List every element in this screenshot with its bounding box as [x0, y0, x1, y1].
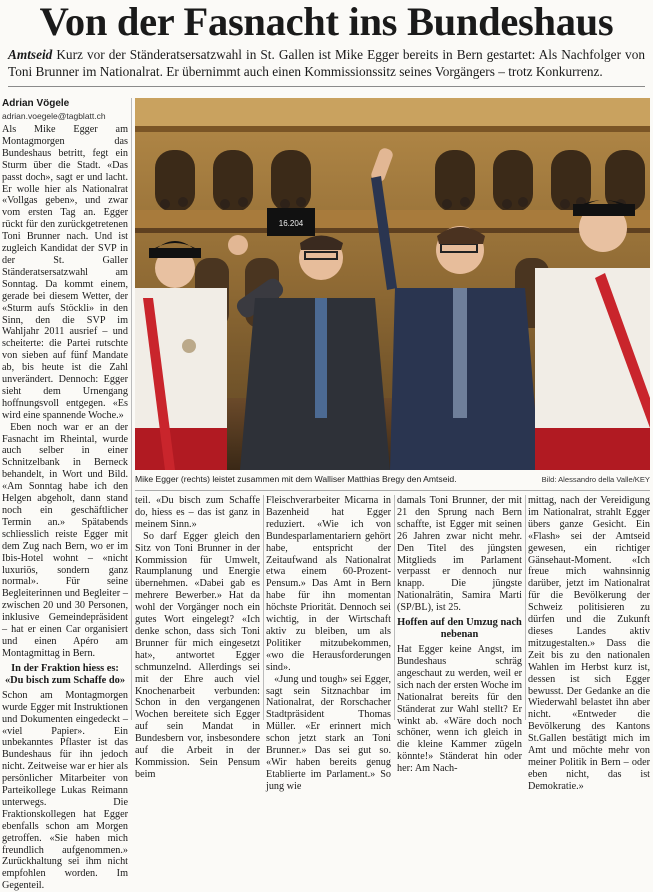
photo-credit: Bild: Alessandro della Valle/KEY — [541, 475, 650, 484]
byline — [2, 98, 128, 122]
column-divider — [131, 98, 132, 720]
column-4-paragraph-1: damals Toni Brunner, der mit 21 den Sprung nach Bern schaffte, ist Egger mit seinen 26 Jahren zwar nicht mehr. Den Titel des jüngsten Mitglieds im Parlament verpasst er dennoch nur knapp. Die jüngste Nationalrätin, Samira Marti (SP/BL), ist 25. — [397, 495, 522, 614]
column-divider — [525, 495, 526, 720]
article-photo — [135, 98, 650, 470]
article-column-3 — [266, 495, 391, 792]
author-email: adrian.voegele@tagblatt.ch — [2, 111, 106, 121]
column-3-paragraph-2: «Jung und tough» sei Egger, sagt sein Sitznachbar im Nationalrat, der Rorschacher Stadtpräsident Thomas Müller. «Er erinnert mich schon jetzt stark an Toni Brunner.» Das sei gut so. «Wir haben bereits genug Etablierte im Parlament.» So jung wie — [266, 673, 391, 792]
lead-text: Kurz vor der Ständeratsersatzwahl in St. Gallen ist Mike Egger bereits in Bern gestartet: Als Nachfolger von Toni Brunner im Nationalrat. Er übernimmt auch einen Kommissionssitz seines Vorgängers – trotz Konkurrenz. — [8, 47, 645, 79]
parliament-photo — [135, 98, 650, 470]
column-3-paragraph-1: Fleischverarbeiter Micarna in Bazenheid hat Egger reduziert. «Wie ich von Bundesparlamentariern gehört habe, entspricht der Zeitaufwand als Nationalrat etwa einem 60-Prozent-Pensum.» Das Amt in Bern habe für ihn momentan höchste Priorität. Dennoch sei wichtig, in der Wirtschaft aktiv zu bleiben, um als Politiker mitzubekommen, «wo die Herausforderungen sind». — [266, 495, 391, 673]
caption-text: Mike Egger (rechts) leistet zusammen mit dem Walliser Matthias Bregy den Amtseid. — [135, 474, 457, 484]
column-2-paragraph-1: teil. «Du bisch zum Schaffe do, hiess es – das ist ganz in meinem Sinn.» — [135, 495, 260, 530]
lead-paragraph — [8, 46, 645, 80]
article-column-2 — [135, 495, 260, 780]
caption-divider — [135, 490, 650, 491]
author-name: Adrian Vögele — [2, 98, 70, 109]
subheading-fraktion: In der Fraktion hiess es: «Du bisch zum Schaffe do» — [4, 662, 126, 686]
column-1-paragraph-2: Eben noch war er an der Fasnacht im Rheintal, wurde auch selber in einer Schnitzelbank in Berneck behandelt, in Wort und Bild. «Am Sonntag habe ich den Helgen abgeholt, dann stand noch ein geschäftlicher Termin an.» Spätabends schliesslich reiste Egger mit dem Zug nach Bern, wo er im Ibis-Hotel wohnt – «nicht luxuriös, sondern ganz normal». Für seine Begleiterinnen und Begleiter – zwischen 20 und 30 Personen, inklusive Gemeindepräsident – hat er einen Car organisiert und einen Apéro am Montagmittag in Bern. — [2, 421, 128, 659]
subheading-umzug: Hoffen auf den Umzug nach nebenan — [397, 617, 522, 641]
column-5-paragraph-1: mittag, nach der Vereidigung im Nationalrat, strahlt Egger übers ganze Gesicht. Ein «Flash» sei der Amtseid gewesen, ein richtiger Gänsehaut-Moment. «Ich freue mich wahnsinnig darüber, jetzt im Nationalrat für die Bevölkerung der Schweiz politisieren zu dürfen und die Zukunft dieses Landes aktiv mitzugestalten.» Dass die Zeit bis zu den nationalen Wahlen im Herbst kurz ist, dessen ist sich Egger bewusst. Der Gedanke an die Wiederwahl belastet ihn aber nicht. «Entweder die Bevölkerung des Kantons St.Gallen bestätigt mich im Amt und möchte mehr von meiner Politik in Bern – oder eben nicht, das ist Demokratie.» — [528, 495, 650, 792]
column-2-paragraph-2: So darf Egger gleich den Sitz von Toni Brunner in der Kommission für Umwelt, Raumplanung und Energie übernehmen. «Dabei gab es mehrere Bewerber.» Hat da wohl der Vorgänger noch ein gutes Wort eingelegt? «Ich denke schon, dass sich Toni Brunner für mich eingesetzt hat», antwortet Egger schmunzelnd. Allerdings sei mit der Ehre auch viel Knochenarbeit verbunden: Schon in den vergangenen Wochen bereitete sich Egger auf sein Mandat in Bundesbern vor, insbesondere auf die Arbeit in der Kommission. Sein Pensum beim — [135, 530, 260, 780]
photo-caption — [135, 474, 650, 485]
article-column-5 — [528, 495, 650, 792]
column-4-paragraph-2: Hat Egger keine Angst, im Bundeshaus schräg angeschaut zu werden, weil er sich nach der ersten Woche im Nationalrat bereits für den Ständerat zur Wahl stellt? Er winkt ab. «Wäre doch noch schöner, wenn ich gleich in die kleine Kammer zügeln könnte!» Ständerat hin oder her: Am Nach- — [397, 644, 522, 775]
screen-text: 16.204 — [278, 219, 304, 228]
column-divider — [394, 495, 395, 720]
headline: Von der Fasnacht ins Bundeshaus — [39, 0, 614, 44]
column-1-paragraph-1: Als Mike Egger am Montagmorgen das Bundeshaus betritt, fegt ein Sturm über die Stadt. «Das passt doch», sagt er und lacht. Er wolle hier als Nationalrat «Vollgas geben», und zwar vom ersten Tag an. Egger rückt für den zurückgetretenen Toni Brunner nach. Und ist zugleich Kandidat der SVP in der St. Galler Ständeratsersatzwahl am Sonntag. Da kommt einem, gerade bei diesem Wetter, der «Sturm aufs Stöckli» in den Sinn, den die SVP im Wahljahr 2011 ausrief – und scheiterte: die Partei rutschte von sieben auf fünf Mandate ab, bis heute ist die Zahl unverändert. Dennoch: Egger sieht dem Urnengang hoffnungsvoll entgegen. «Es wird eine spannende Woche.» — [2, 124, 128, 421]
article-column-1 — [2, 124, 128, 892]
article-column-4 — [397, 495, 522, 775]
top-divider — [8, 86, 645, 87]
lead-kicker: Amtseid — [8, 47, 53, 62]
column-divider — [263, 495, 264, 720]
column-1-paragraph-3: Schon am Montagmorgen wurde Egger mit Instruktionen und Dokumenten eingedeckt – «viel Papier». Ein unbekanntes Pflaster ist das Bundeshaus für ihn jedoch nicht. Zeitweise war er hier als persönlicher Mitarbeiter von Parteikollege Lukas Reimann unterwegs. Die Fraktionskollegen hat Egger ebenfalls schon am Morgen getroffen. «Sie haben mich freundlich aufgenommen.» Zurückhaltung sei ihm nicht empfohlen worden. Im Gegenteil. — [2, 689, 128, 892]
